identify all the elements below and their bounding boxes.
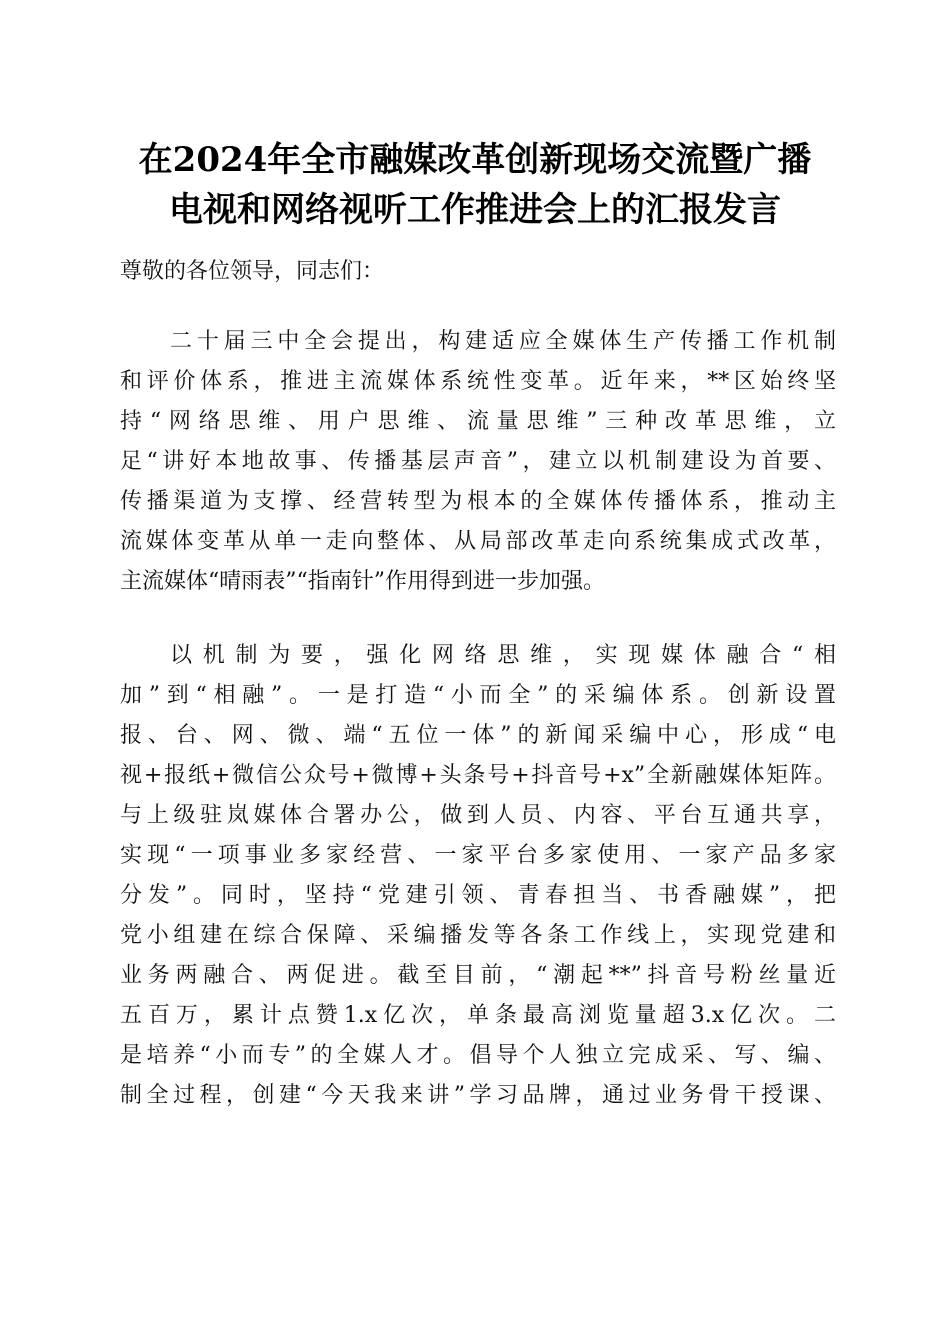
title-line: 在2024年全市融媒改革创新现场交流暨广播: [138, 140, 812, 180]
paragraph-line: 业务两融合、两促进。截至目前，“潮起**”抖音号粉丝量近: [120, 963, 836, 988]
paragraph-line: 分发”。同时，坚持“党建引领、青春担当、书香融媒”，把: [120, 883, 836, 908]
paragraph-line: 是培养“小而专”的全媒人才。倡导个人独立完成采、写、编、: [120, 1043, 836, 1068]
paragraph-line: 传播渠道为支撑、经营转型为根本的全媒体传播体系，推动主: [120, 489, 836, 514]
paragraph-line: 和评价体系，推进主流媒体系统性变革。近年来，**区始终坚: [120, 369, 836, 394]
paragraph-line: 足“讲好本地故事、传播基层声音”，建立以机制建设为首要、: [120, 449, 836, 474]
paragraph-line: 实现“一项事业多家经营、一家平台多家使用、一家产品多家: [120, 843, 836, 868]
paragraph-line: 党小组建在综合保障、采编播发等各条工作线上，实现党建和: [120, 923, 836, 948]
paragraph-1: [120, 322, 836, 602]
paragraph-2: [120, 636, 836, 1116]
document-title: [100, 135, 850, 235]
paragraph-line: 制全过程，创建“今天我来讲”学习品牌，通过业务骨干授课、: [120, 1083, 836, 1108]
paragraph-line: 五百万，累计点赞1.x亿次，单条最高浏览量超3.x亿次。二: [120, 1003, 836, 1028]
paragraph-line: 持“网络思维、用户思维、流量思维”三种改革思维，立: [120, 409, 836, 434]
paragraph-line: 与上级驻岚媒体合署办公，做到人员、内容、平台互通共享，: [120, 803, 836, 828]
paragraph-line: 二十届三中全会提出，构建适应全媒体生产传播工作机制: [170, 329, 836, 354]
paragraph-line: 流媒体变革从单一走向整体、从局部改革走向系统集成式改革，: [120, 529, 836, 554]
paragraph-line: 以机制为要，强化网络思维，实现媒体融合“相: [170, 643, 836, 668]
paragraph-line: 加”到“相融”。一是打造“小而全”的采编体系。创新设置: [120, 683, 836, 708]
title-line: 电视和网络视听工作推进会上的汇报发言: [169, 190, 781, 230]
salutation: 尊敬的各位领导，同志们：: [120, 259, 385, 284]
paragraph-line: 视+报纸+微信公众号+微博+头条号+抖音号+x”全新融媒体矩阵。: [120, 763, 836, 788]
paragraph-line: 主流媒体“晴雨表”“指南针”作用得到进一步加强。: [120, 569, 605, 594]
paragraph-line: 报、台、网、微、端“五位一体”的新闻采编中心，形成“电: [120, 723, 836, 748]
